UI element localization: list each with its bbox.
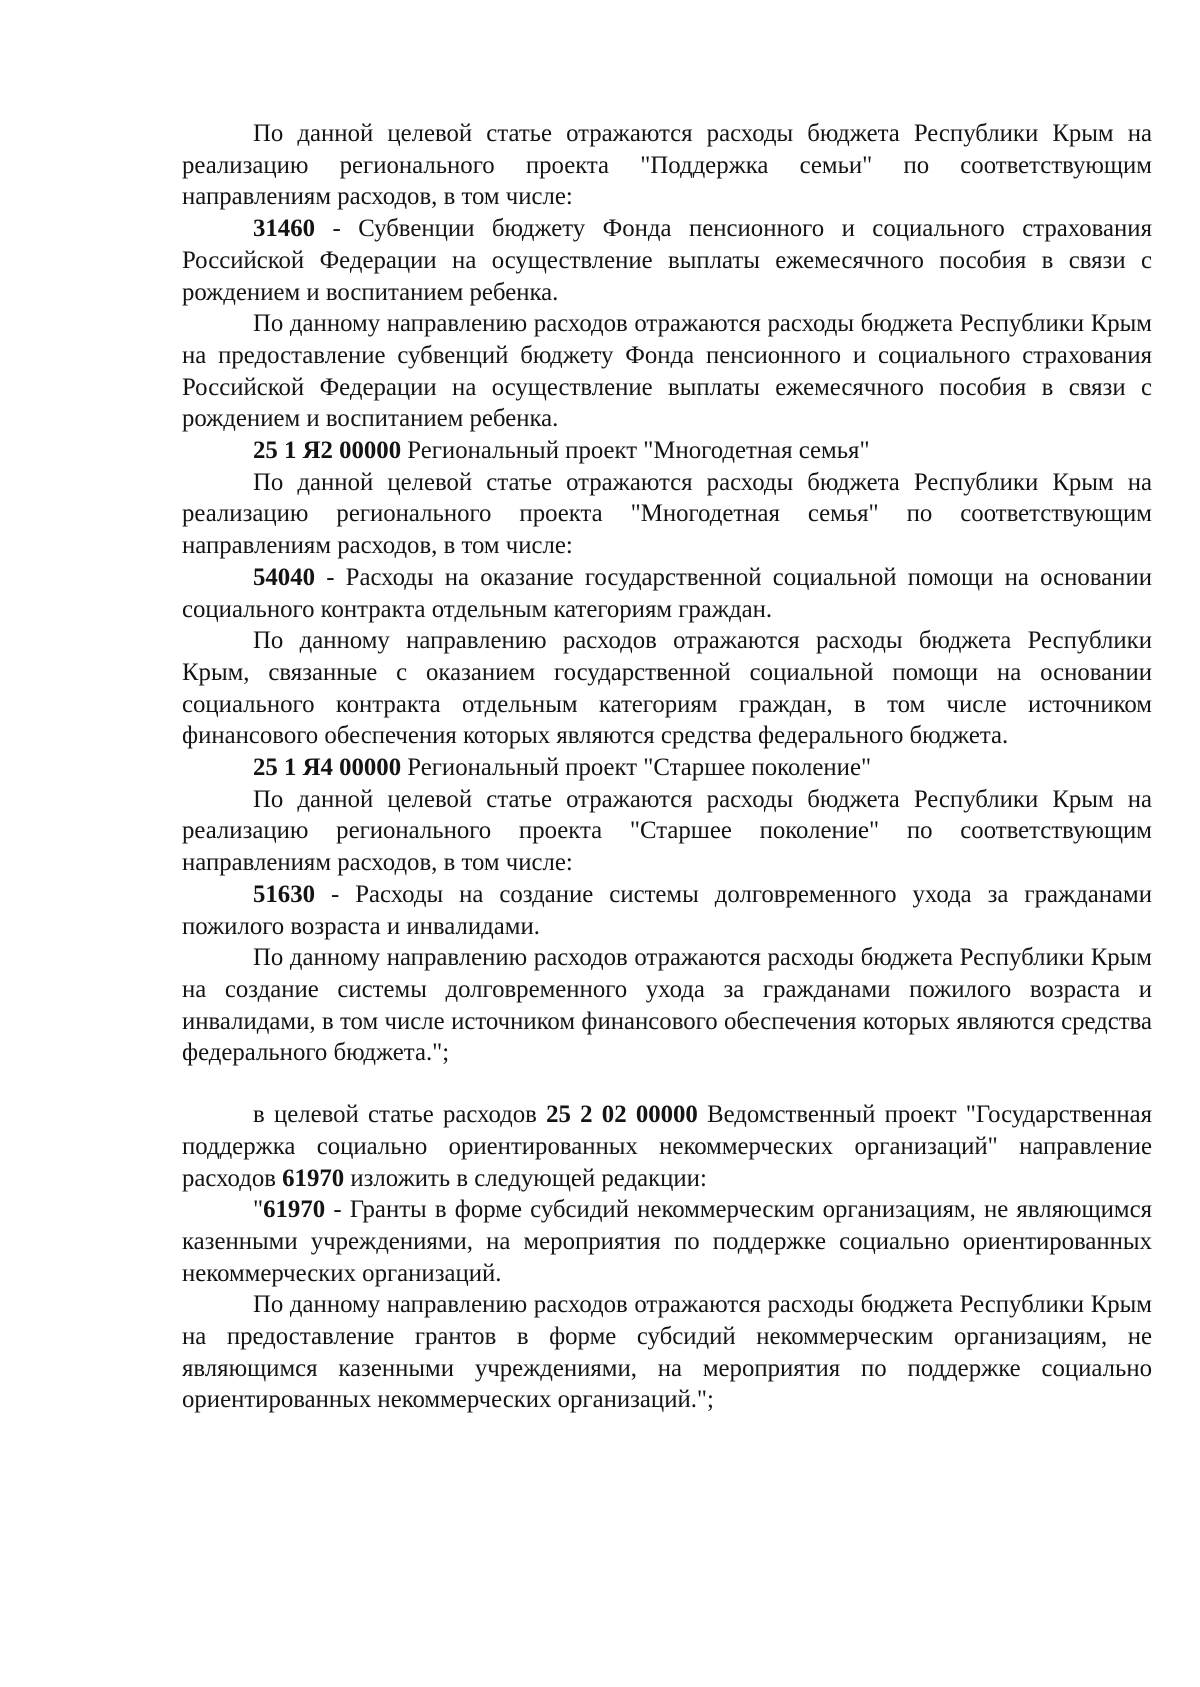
paragraph-code-61970-details	[182, 1289, 1152, 1416]
heading-older-generation-project	[182, 752, 1152, 784]
expense-code: 54040	[253, 563, 315, 591]
expense-code: 61970	[282, 1164, 345, 1192]
paragraph-code-31460	[182, 213, 1152, 308]
document-page	[182, 118, 1152, 1416]
heading-text: Региональный проект "Старшее поколение"	[401, 754, 872, 782]
expense-code: 31460	[253, 215, 315, 243]
paragraph-text: По данному направлению расходов отражаются расходы бюджета Республики Крым на создание системы долговременного ухода за гражданами пожилого возраста и инвалидами, в том числе источником финансового обеспечения которых являются средства федерального бюджета.";	[182, 944, 1152, 1067]
heading-large-family-project	[182, 435, 1152, 467]
paragraph-family-support-intro	[182, 118, 1152, 213]
paragraph-text: По данному направлению расходов отражаются расходы бюджета Республики Крым на предоставление субвенций бюджету Фонда пенсионного и социального страхования Российской Федерации на осуществление выплаты ежемесячного пособия в связи с рождением и воспитанием ребенка.	[182, 310, 1152, 433]
expense-code: 51630	[253, 880, 315, 908]
paragraph-amendment-instruction	[182, 1099, 1152, 1194]
paragraph-text: изложить в следующей редакции:	[344, 1164, 707, 1192]
paragraph-text: - Расходы на создание системы долговременного ухода за гражданами пожилого возраста и инвалидами.	[182, 880, 1152, 940]
paragraph-code-61970	[182, 1194, 1152, 1289]
paragraph-large-family-intro	[182, 467, 1152, 562]
paragraph-code-31460-details	[182, 308, 1152, 435]
paragraph-text: - Расходы на оказание государственной социальной помощи на основании социального контракта отдельным категориям граждан.	[182, 563, 1152, 623]
heading-text: Региональный проект "Многодетная семья"	[401, 437, 870, 465]
paragraph-code-51630	[182, 879, 1152, 942]
target-article-code: 25 1 Я4 00000	[253, 754, 402, 782]
paragraph-code-54040-details	[182, 625, 1152, 752]
paragraph-text: По данной целевой статье отражаются расходы бюджета Республики Крым на реализацию регионального проекта "Многодетная семья" по соответствующим направлениям расходов, в том числе:	[182, 468, 1152, 560]
paragraph-text: Ведомственный проект "Государственная поддержка социально ориентированных некоммерческих организаций" направление расходов	[182, 1101, 1152, 1192]
target-article-code: 25 1 Я2 00000	[253, 437, 402, 465]
paragraph-text: - Субвенции бюджету Фонда пенсионного и социального страхования Российской Федерации на осуществление выплаты ежемесячного пособия в связи с рождением и воспитанием ребенка.	[182, 215, 1152, 306]
paragraph-older-generation-intro	[182, 784, 1152, 879]
paragraph-text: По данному направлению расходов отражаются расходы бюджета Республики Крым на предоставление грантов в форме субсидий некоммерческим организациям, не являющимся казенными учреждениями, на мероприятия по поддержке социально ориентированных некоммерческих организаций.";	[182, 1291, 1152, 1414]
paragraph-code-54040	[182, 562, 1152, 625]
target-article-code: 25 2 02 00000	[546, 1101, 698, 1129]
paragraph-text: По данной целевой статье отражаются расходы бюджета Республики Крым на реализацию регионального проекта "Поддержка семьи" по соответствующим направлениям расходов, в том числе:	[182, 120, 1152, 211]
opening-quote: "	[253, 1196, 264, 1224]
paragraph-text: По данной целевой статье отражаются расходы бюджета Республики Крым на реализацию регионального проекта "Старшее поколение" по соответствующим направлениям расходов, в том числе:	[182, 785, 1152, 877]
paragraph-code-51630-details	[182, 942, 1152, 1069]
expense-code: 61970	[263, 1196, 326, 1224]
paragraph-text: - Гранты в форме субсидий некоммерческим организациям, не являющимся казенными учреждениями, на мероприятия по поддержке социально ориентированных некоммерческих организаций.	[182, 1196, 1152, 1287]
paragraph-text: По данному направлению расходов отражаются расходы бюджета Республики Крым, связанные с оказанием государственной социальной помощи на основании социального контракта отдельным категориям граждан, в том числе источником финансового обеспечения которых являются средства федерального бюджета.	[182, 627, 1152, 750]
paragraph-text: в целевой статье расходов	[253, 1101, 547, 1129]
